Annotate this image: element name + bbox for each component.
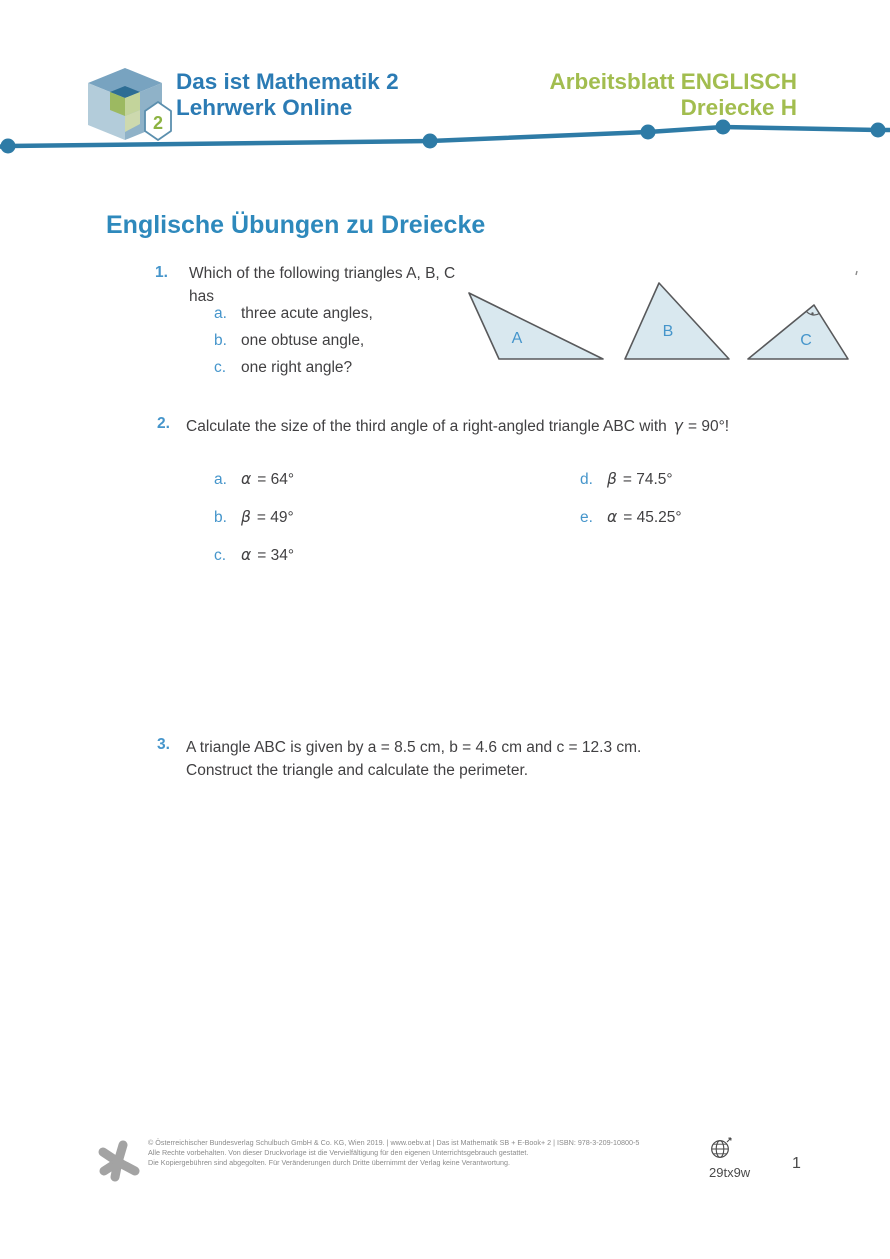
divider-dot-icon: [423, 134, 438, 149]
triangle-a-label: A: [511, 330, 523, 347]
divider-dot-icon: [1, 139, 16, 154]
item-value: = 34°: [257, 547, 295, 564]
item-value: = 64°: [257, 471, 295, 488]
copyright-line2: Alle Rechte vorbehalten. Von dieser Druckvorlage ist die Vervielfältigung für den eigenen Unterrichtsgebrauch gestattet.: [148, 1148, 529, 1157]
online-code: 29tx9w: [709, 1165, 751, 1180]
item-label: d.: [580, 471, 593, 488]
q1-text: Which of the following triangles A, B, C has: [189, 265, 456, 305]
copyright-line3: Die Kopiergebühren sind abgegolten. Für Veränderungen durch Dritte übernimmt der Verlag keine Verantwortung.: [148, 1158, 510, 1167]
triangle-b-label: B: [662, 323, 674, 340]
alpha-symbol: α: [241, 470, 252, 488]
item-text: three acute angles,: [241, 305, 373, 322]
item-label: a.: [214, 471, 227, 488]
q2-text: [186, 415, 729, 439]
q2-number: 2.: [157, 415, 170, 432]
triangles-figure: [450, 262, 890, 367]
divider-dot-icon: [871, 123, 886, 138]
series-title: Das ist Mathematik 2: [176, 69, 399, 94]
q3-text-line2: Construct the triangle and calculate the perimeter.: [186, 762, 529, 779]
alpha-symbol: α: [241, 546, 252, 564]
page-number: 1: [792, 1155, 801, 1172]
page-title: Englische Übungen zu Dreiecke: [106, 211, 486, 239]
divider-line: [0, 118, 890, 160]
item-text: one obtuse angle,: [241, 332, 365, 349]
badge-number: 2: [152, 113, 164, 133]
q3-number: 3.: [157, 736, 170, 753]
item-label: b.: [214, 332, 227, 349]
item-label: b.: [214, 509, 227, 526]
item-text: one right angle?: [241, 359, 353, 376]
q1-item-a: [214, 305, 373, 323]
q1-item-b: [214, 332, 364, 350]
sheet-title: Arbeitsblatt ENGLISCH: [549, 69, 797, 94]
item-label: a.: [214, 305, 227, 322]
q2-text-suffix: = 90°!: [687, 418, 730, 435]
globe-icon: [709, 1136, 735, 1160]
q2-text-prefix: Calculate the size of the third angle of a right-angled triangle ABC with: [186, 418, 667, 435]
q2-item-b: [214, 508, 294, 527]
q2-item-a: [214, 470, 294, 489]
item-value: = 74.5°: [622, 471, 673, 488]
q3-text: [186, 736, 641, 782]
item-label: c.: [214, 359, 227, 376]
q1-number: 1.: [155, 264, 168, 281]
copyright-line1: © Österreichischer Bundesverlag Schulbuch GmbH & Co. KG, Wien 2019. | www.oebv.at | Das ist Mathematik SB + E-Book+ 2 | ISBN: 978-3-209-10800-5: [148, 1138, 640, 1147]
beta-symbol: β: [241, 508, 251, 526]
q2-item-c: [214, 546, 294, 565]
triangle-c-label: C: [800, 332, 812, 349]
divider-dot-icon: [716, 120, 731, 135]
copyright-text: [148, 1138, 639, 1168]
publisher-asterisk-logo-icon: [96, 1139, 142, 1183]
item-value: = 49°: [256, 509, 294, 526]
triangle-a-shape: [469, 293, 603, 359]
alpha-symbol: α: [607, 508, 618, 526]
arrow-icon: [727, 1138, 731, 1142]
series-subtitle: Lehrwerk Online: [176, 95, 353, 120]
item-label: c.: [214, 547, 227, 564]
sheet-title-block: [549, 69, 797, 121]
item-value: = 45.25°: [623, 509, 682, 526]
q3-text-line1: A triangle ABC is given by a = 8.5 cm, b = 4.6 cm and c = 12.3 cm.: [186, 739, 642, 756]
sheet-subtitle: Dreiecke H: [680, 95, 797, 120]
q2-item-d: [580, 470, 673, 489]
series-title-block: [176, 69, 399, 121]
q2-item-e: [580, 508, 682, 527]
q1-item-c: [214, 359, 352, 377]
gamma-symbol: γ: [673, 417, 683, 435]
triangle-b-shape: [625, 283, 729, 359]
item-label: e.: [580, 509, 593, 526]
triangle-c-shape: [748, 305, 848, 359]
beta-symbol: β: [607, 470, 617, 488]
stray-mark: [856, 271, 857, 275]
divider-dot-icon: [641, 125, 656, 140]
right-angle-dot-icon: [811, 312, 813, 314]
